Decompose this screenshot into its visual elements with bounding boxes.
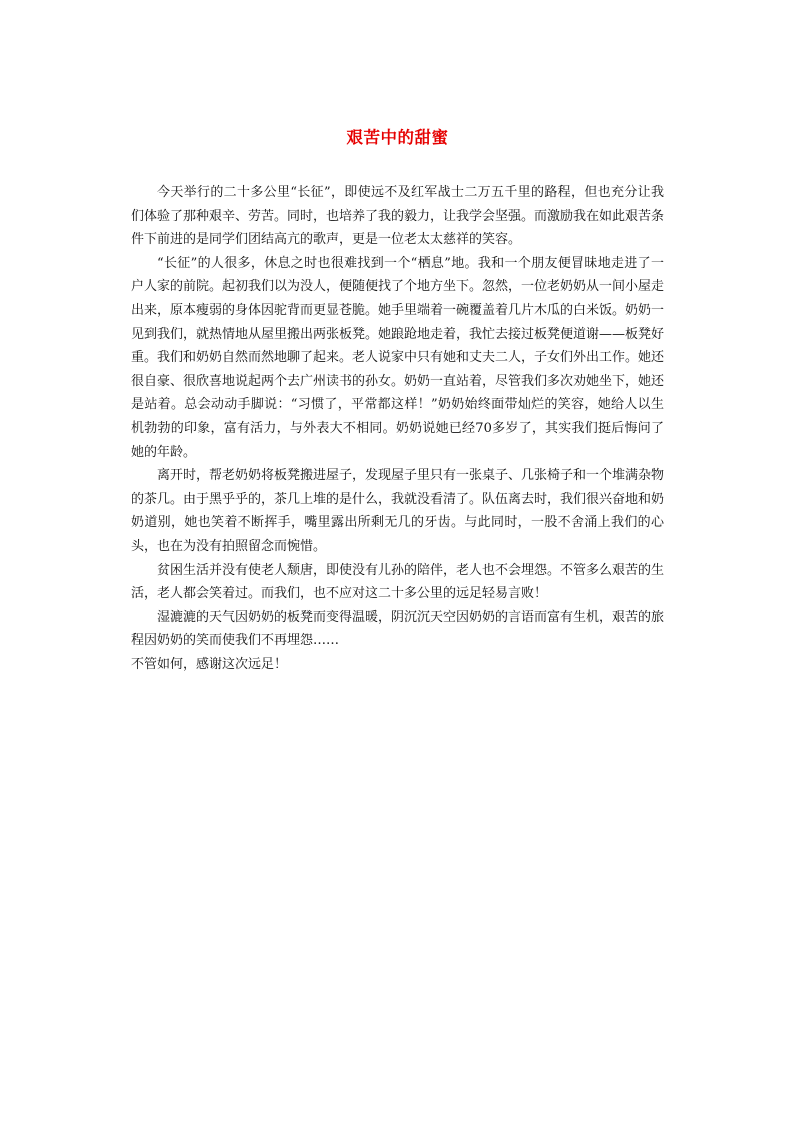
document-body bbox=[131, 181, 664, 676]
paragraph-3: 离开时，帮老奶奶将板凳搬进屋子，发现屋子里只有一张桌子、几张椅子和一个堆满杂物的茶几。由于黑乎乎的，茶几上堆的是什么，我就没看清了。队伍离去时，我们很兴奋地和奶奶道别，她也笑着不断挥手，嘴里露出所剩无几的牙齿。与此同时，一股不舍涌上我们的心头，也在为没有拍照留念而惋惜。 bbox=[131, 468, 665, 554]
paragraph-4: 贫困生活并没有使老人颓唐，即使没有儿孙的陪伴，老人也不会埋怨。不管多么艰苦的生活，老人都会笑着过。而我们，也不应对这二十多公里的远足轻易言败！ bbox=[131, 562, 665, 602]
paragraph-5: 湿漉漉的天气因奶奶的板凳而变得温暖，阴沉沉天空因奶奶的言语而富有生机，艰苦的旅程因奶奶的笑而使我们不再埋怨…… bbox=[131, 609, 665, 649]
paragraph-2: “长征”的人很多，休息之时也很难找到一个“栖息”地。我和一个朋友便冒昧地走进了一户人家的前院。起初我们以为没人，便随便找了个地方坐下。忽然，一位老奶奶从一间小屋走出来，原本瘦弱的身体因驼背而更显苍脆。她手里端着一碗覆盖着几片木瓜的白米饭。奶奶一见到我们，就热情地从屋里搬出两张板凳。她踉跄地走着，我忙去接过板凳便道谢——板凳好重。我们和奶奶自然而然地聊了起来。老人说家中只有她和丈夫二人，子女们外出工作。她还很自豪、很欣喜地说起两个去广州读书的孙女。奶奶一直站着，尽管我们多次劝她坐下，她还是站着。总会动动手脚说：“习惯了，平常都这样！”奶奶始终面带灿烂的笑容，她给人以生机勃勃的印象，富有活力，与外表大不相同。奶奶说她已经70多岁了，其实我们挺后悔问了她的年龄。 bbox=[131, 255, 665, 460]
paragraph-1: 今天举行的二十多公里“长征”，即使远不及红军战士二万五千里的路程，但也充分让我们体验了那种艰辛、劳苦。同时，也培养了我的毅力，让我学会坚强。而激励我在如此艰苦条件下前进的是同学们团结高亢的歌声，更是一位老太太慈祥的笑容。 bbox=[131, 185, 665, 248]
document-title: 艰苦中的甜蜜 bbox=[346, 128, 449, 147]
closing-paragraph: 不管如何，感谢这次远足！ bbox=[131, 656, 288, 672]
